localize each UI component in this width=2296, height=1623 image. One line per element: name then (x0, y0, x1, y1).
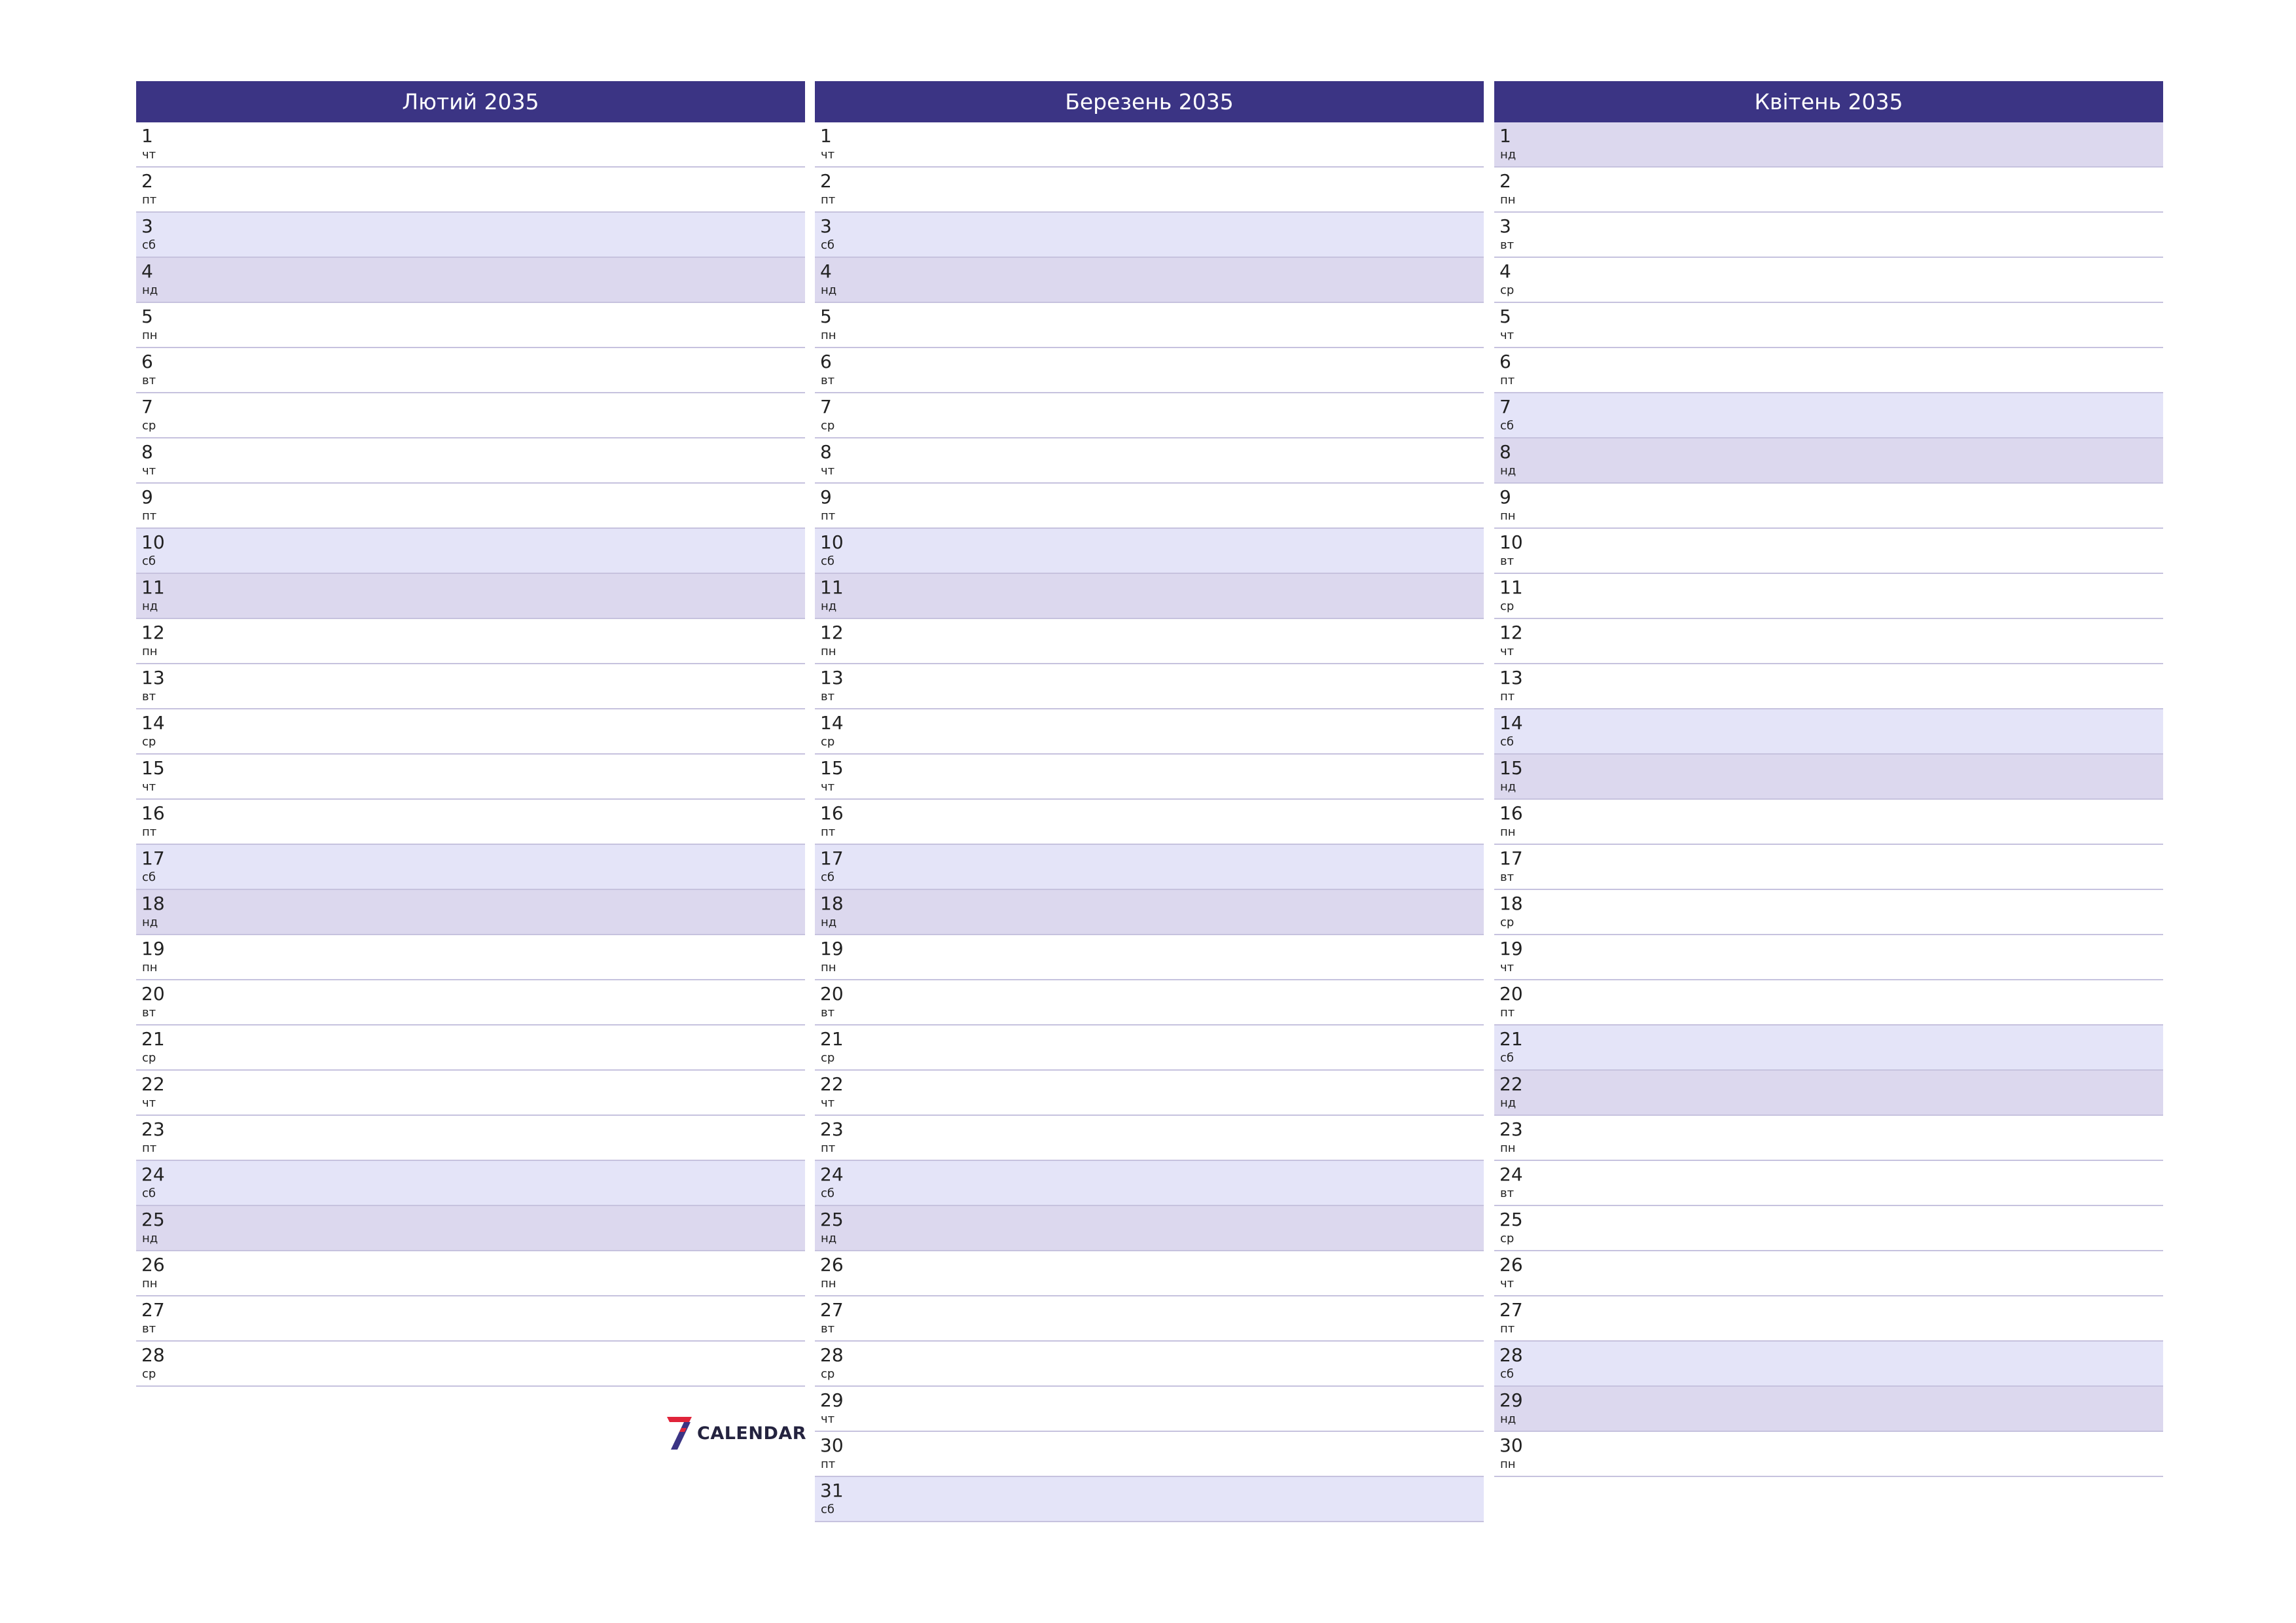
day-number: 1 (1499, 125, 1511, 147)
day-list (136, 122, 805, 1387)
day-row[interactable] (815, 800, 1484, 845)
day-number: 28 (1499, 1344, 1523, 1366)
day-row[interactable] (1494, 122, 2163, 168)
month-column-april (1494, 81, 2163, 1477)
day-number: 5 (820, 306, 832, 327)
day-row[interactable] (136, 845, 805, 890)
day-row[interactable] (136, 1342, 805, 1387)
month-column-march (815, 81, 1484, 1522)
day-row[interactable] (815, 1206, 1484, 1251)
day-row[interactable] (815, 619, 1484, 664)
day-row[interactable] (136, 800, 805, 845)
day-number: 12 (141, 622, 165, 643)
weekday-label: вт (142, 1006, 156, 1020)
day-row[interactable] (1494, 1116, 2163, 1161)
day-number: 23 (1499, 1118, 1523, 1140)
day-number: 16 (820, 802, 844, 824)
weekday-label: нд (1500, 148, 1516, 162)
day-row[interactable] (1494, 1161, 2163, 1206)
weekday-label: вт (142, 1322, 156, 1336)
weekday-label: сб (821, 870, 834, 884)
month-title: Березень 2035 (815, 81, 1484, 122)
day-row[interactable] (1494, 529, 2163, 574)
day-row[interactable] (815, 303, 1484, 348)
day-row[interactable] (1494, 484, 2163, 529)
day-number: 18 (141, 893, 165, 914)
day-number: 26 (1499, 1254, 1523, 1275)
weekday-label: вт (1500, 554, 1515, 568)
day-row[interactable] (136, 529, 805, 574)
day-row[interactable] (136, 348, 805, 393)
day-number: 13 (820, 667, 844, 688)
day-number: 7 (1499, 396, 1511, 418)
day-number: 22 (820, 1073, 844, 1095)
weekday-label: ср (142, 419, 156, 433)
weekday-label: пт (142, 193, 157, 207)
weekday-label: пн (142, 329, 158, 342)
weekday-label: чт (142, 1096, 156, 1110)
weekday-label: нд (1500, 464, 1516, 478)
day-row[interactable] (1494, 800, 2163, 845)
day-row[interactable] (1494, 303, 2163, 348)
weekday-label: пн (142, 1277, 158, 1291)
weekday-label: пн (1500, 509, 1516, 523)
day-number: 23 (141, 1118, 165, 1140)
day-row[interactable] (815, 348, 1484, 393)
weekday-label: чт (821, 1096, 835, 1110)
weekday-label: вт (142, 374, 156, 387)
day-row[interactable] (815, 393, 1484, 438)
weekday-label: сб (1500, 1367, 1514, 1381)
day-row[interactable] (136, 1026, 805, 1071)
weekday-label: вт (1500, 1186, 1515, 1200)
month-column-february (136, 81, 805, 1387)
weekday-label: сб (1500, 735, 1514, 749)
day-row[interactable] (815, 845, 1484, 890)
day-row[interactable] (815, 1026, 1484, 1071)
day-number: 14 (820, 712, 844, 734)
day-number: 16 (141, 802, 165, 824)
day-number: 19 (820, 938, 844, 959)
day-number: 20 (141, 983, 165, 1005)
day-number: 6 (820, 351, 832, 372)
day-row[interactable] (815, 1432, 1484, 1477)
day-number: 1 (820, 125, 832, 147)
day-row[interactable] (1494, 438, 2163, 484)
day-row[interactable] (136, 168, 805, 213)
weekday-label: пт (821, 509, 836, 523)
day-number: 12 (1499, 622, 1523, 643)
day-number: 20 (820, 983, 844, 1005)
day-row[interactable] (1494, 168, 2163, 213)
day-number: 18 (1499, 893, 1523, 914)
day-row[interactable] (136, 1206, 805, 1251)
day-number: 9 (141, 486, 153, 508)
day-number: 25 (820, 1209, 844, 1230)
day-number: 30 (820, 1435, 844, 1456)
day-number: 14 (1499, 712, 1523, 734)
day-row[interactable] (815, 980, 1484, 1026)
day-row[interactable] (136, 393, 805, 438)
day-number: 24 (820, 1164, 844, 1185)
weekday-label: сб (1500, 1051, 1514, 1065)
day-row[interactable] (1494, 619, 2163, 664)
weekday-label: пт (1500, 374, 1515, 387)
weekday-label: чт (1500, 329, 1515, 342)
weekday-label: ср (1500, 916, 1515, 929)
day-row[interactable] (136, 1071, 805, 1116)
day-row[interactable] (1494, 258, 2163, 303)
logo-text: CALENDAR (697, 1423, 807, 1444)
weekday-label: пн (1500, 1141, 1516, 1155)
day-number: 2 (141, 170, 153, 192)
weekday-label: нд (821, 599, 837, 613)
day-number: 22 (141, 1073, 165, 1095)
weekday-label: вт (1500, 238, 1515, 252)
day-row[interactable] (136, 980, 805, 1026)
day-row[interactable] (815, 664, 1484, 709)
day-number: 19 (1499, 938, 1523, 959)
day-row[interactable] (136, 619, 805, 664)
day-row[interactable] (815, 1116, 1484, 1161)
day-row[interactable] (1494, 1026, 2163, 1071)
day-number: 19 (141, 938, 165, 959)
day-row[interactable] (136, 709, 805, 755)
day-row[interactable] (815, 935, 1484, 980)
weekday-label: ср (142, 1367, 156, 1381)
weekday-label: сб (821, 554, 834, 568)
day-row[interactable] (1494, 348, 2163, 393)
day-number: 22 (1499, 1073, 1523, 1095)
day-row[interactable] (1494, 1432, 2163, 1477)
day-number: 27 (1499, 1299, 1523, 1321)
day-row[interactable] (1494, 213, 2163, 258)
day-row[interactable] (815, 1161, 1484, 1206)
day-number: 29 (820, 1389, 844, 1411)
day-number: 7 (141, 396, 153, 418)
day-row[interactable] (136, 664, 805, 709)
day-number: 26 (820, 1254, 844, 1275)
day-number: 15 (1499, 757, 1523, 779)
day-number: 4 (820, 260, 832, 282)
day-row[interactable] (815, 438, 1484, 484)
weekday-label: сб (821, 1186, 834, 1200)
day-number: 5 (1499, 306, 1511, 327)
weekday-label: сб (1500, 419, 1514, 433)
weekday-label: ср (821, 419, 835, 433)
day-number: 11 (820, 577, 844, 598)
day-row[interactable] (1494, 709, 2163, 755)
weekday-label: нд (1500, 1412, 1516, 1426)
weekday-label: сб (142, 1186, 156, 1200)
day-number: 7 (820, 396, 832, 418)
day-number: 17 (1499, 847, 1523, 869)
day-number: 6 (141, 351, 153, 372)
day-list (815, 122, 1484, 1522)
weekday-label: ср (1500, 599, 1515, 613)
day-row[interactable] (136, 755, 805, 800)
day-row[interactable] (815, 1251, 1484, 1296)
day-number: 23 (820, 1118, 844, 1140)
day-row[interactable] (136, 258, 805, 303)
day-number: 15 (141, 757, 165, 779)
day-number: 3 (1499, 215, 1511, 237)
day-row[interactable] (815, 1477, 1484, 1522)
day-row[interactable] (815, 1296, 1484, 1342)
weekday-label: пт (821, 1141, 836, 1155)
weekday-label: пн (1500, 825, 1516, 839)
weekday-label: ср (1500, 1232, 1515, 1245)
day-number: 21 (1499, 1028, 1523, 1050)
day-row[interactable] (815, 213, 1484, 258)
day-number: 15 (820, 757, 844, 779)
day-row[interactable] (1494, 845, 2163, 890)
day-number: 8 (141, 441, 153, 463)
day-row[interactable] (136, 1296, 805, 1342)
day-number: 17 (141, 847, 165, 869)
day-number: 13 (141, 667, 165, 688)
day-row[interactable] (815, 122, 1484, 168)
weekday-label: нд (142, 916, 158, 929)
weekday-label: ср (142, 1051, 156, 1065)
weekday-label: пт (821, 1457, 836, 1471)
day-row[interactable] (1494, 1071, 2163, 1116)
day-number: 28 (820, 1344, 844, 1366)
weekday-label: вт (142, 690, 156, 704)
day-row[interactable] (136, 1251, 805, 1296)
day-row[interactable] (136, 890, 805, 935)
day-number: 21 (141, 1028, 165, 1050)
weekday-label: чт (821, 148, 835, 162)
day-number: 2 (820, 170, 832, 192)
weekday-label: сб (821, 1503, 834, 1516)
day-number: 10 (1499, 531, 1523, 553)
day-number: 27 (820, 1299, 844, 1321)
day-row[interactable] (1494, 935, 2163, 980)
day-number: 14 (141, 712, 165, 734)
day-row[interactable] (1494, 1387, 2163, 1432)
day-number: 11 (141, 577, 165, 598)
day-row[interactable] (815, 529, 1484, 574)
day-number: 31 (820, 1480, 844, 1501)
weekday-label: вт (821, 690, 835, 704)
day-row[interactable] (136, 213, 805, 258)
day-number: 1 (141, 125, 153, 147)
weekday-label: сб (142, 238, 156, 252)
weekday-label: ср (142, 735, 156, 749)
day-number: 27 (141, 1299, 165, 1321)
day-row[interactable] (815, 890, 1484, 935)
day-row[interactable] (136, 122, 805, 168)
weekday-label: чт (821, 780, 835, 794)
day-row[interactable] (815, 484, 1484, 529)
day-number: 9 (820, 486, 832, 508)
day-row[interactable] (815, 574, 1484, 619)
day-row[interactable] (136, 935, 805, 980)
day-number: 2 (1499, 170, 1511, 192)
weekday-label: пн (1500, 1457, 1516, 1471)
day-row[interactable] (1494, 1251, 2163, 1296)
weekday-label: чт (1500, 961, 1515, 974)
day-number: 25 (1499, 1209, 1523, 1230)
weekday-label: чт (142, 464, 156, 478)
day-row[interactable] (815, 1071, 1484, 1116)
weekday-label: чт (1500, 645, 1515, 658)
day-number: 11 (1499, 577, 1523, 598)
weekday-label: ср (821, 735, 835, 749)
day-number: 24 (1499, 1164, 1523, 1185)
day-row[interactable] (1494, 1296, 2163, 1342)
day-number: 12 (820, 622, 844, 643)
weekday-label: сб (142, 554, 156, 568)
weekday-label: нд (1500, 780, 1516, 794)
weekday-label: пн (821, 329, 836, 342)
weekday-label: пн (142, 961, 158, 974)
weekday-label: ср (821, 1367, 835, 1381)
day-number: 24 (141, 1164, 165, 1185)
day-row[interactable] (1494, 393, 2163, 438)
weekday-label: чт (821, 464, 835, 478)
weekday-label: нд (821, 283, 837, 297)
weekday-label: нд (821, 916, 837, 929)
day-number: 20 (1499, 983, 1523, 1005)
day-number: 16 (1499, 802, 1523, 824)
day-row[interactable] (1494, 980, 2163, 1026)
day-number: 5 (141, 306, 153, 327)
day-row[interactable] (815, 1342, 1484, 1387)
day-number: 28 (141, 1344, 165, 1366)
day-row[interactable] (815, 755, 1484, 800)
weekday-label: вт (821, 1322, 835, 1336)
day-number: 9 (1499, 486, 1511, 508)
day-row[interactable] (136, 574, 805, 619)
weekday-label: нд (821, 1232, 837, 1245)
day-number: 29 (1499, 1389, 1523, 1411)
day-row[interactable] (136, 1161, 805, 1206)
day-list (1494, 122, 2163, 1477)
day-number: 13 (1499, 667, 1523, 688)
day-row[interactable] (136, 1116, 805, 1161)
day-number: 21 (820, 1028, 844, 1050)
day-row[interactable] (1494, 755, 2163, 800)
weekday-label: ср (1500, 283, 1515, 297)
weekday-label: нд (142, 1232, 158, 1245)
weekday-label: пт (1500, 1322, 1515, 1336)
day-row[interactable] (815, 1387, 1484, 1432)
day-number: 6 (1499, 351, 1511, 372)
weekday-label: чт (142, 780, 156, 794)
weekday-label: вт (821, 374, 835, 387)
day-number: 3 (820, 215, 832, 237)
weekday-label: пн (1500, 193, 1516, 207)
day-row[interactable] (815, 709, 1484, 755)
day-row[interactable] (136, 303, 805, 348)
day-number: 3 (141, 215, 153, 237)
day-number: 25 (141, 1209, 165, 1230)
month-title: Лютий 2035 (136, 81, 805, 122)
weekday-label: пт (821, 825, 836, 839)
day-number: 4 (141, 260, 153, 282)
weekday-label: ср (821, 1051, 835, 1065)
weekday-label: пт (142, 825, 157, 839)
weekday-label: пт (142, 509, 157, 523)
brand-logo[interactable] (664, 1415, 806, 1452)
weekday-label: нд (142, 283, 158, 297)
weekday-label: пн (142, 645, 158, 658)
day-row[interactable] (1494, 1206, 2163, 1251)
day-row[interactable] (815, 258, 1484, 303)
weekday-label: пт (1500, 690, 1515, 704)
day-number: 8 (1499, 441, 1511, 463)
weekday-label: пт (1500, 1006, 1515, 1020)
weekday-label: чт (142, 148, 156, 162)
day-number: 30 (1499, 1435, 1523, 1456)
weekday-label: пт (142, 1141, 157, 1155)
weekday-label: нд (142, 599, 158, 613)
day-row[interactable] (136, 484, 805, 529)
day-number: 17 (820, 847, 844, 869)
weekday-label: пн (821, 961, 836, 974)
day-row[interactable] (1494, 664, 2163, 709)
day-number: 26 (141, 1254, 165, 1275)
seven-logo-icon (664, 1416, 693, 1451)
day-row[interactable] (815, 168, 1484, 213)
day-row[interactable] (1494, 1342, 2163, 1387)
weekday-label: пн (821, 1277, 836, 1291)
weekday-label: чт (821, 1412, 835, 1426)
day-number: 18 (820, 893, 844, 914)
day-number: 10 (820, 531, 844, 553)
weekday-label: нд (1500, 1096, 1516, 1110)
day-number: 4 (1499, 260, 1511, 282)
weekday-label: вт (1500, 870, 1515, 884)
day-number: 8 (820, 441, 832, 463)
day-row[interactable] (1494, 890, 2163, 935)
day-row[interactable] (1494, 574, 2163, 619)
day-number: 10 (141, 531, 165, 553)
weekday-label: чт (1500, 1277, 1515, 1291)
day-row[interactable] (136, 438, 805, 484)
weekday-label: сб (142, 870, 156, 884)
weekday-label: пт (821, 193, 836, 207)
weekday-label: вт (821, 1006, 835, 1020)
weekday-label: сб (821, 238, 834, 252)
weekday-label: пн (821, 645, 836, 658)
month-title: Квітень 2035 (1494, 81, 2163, 122)
